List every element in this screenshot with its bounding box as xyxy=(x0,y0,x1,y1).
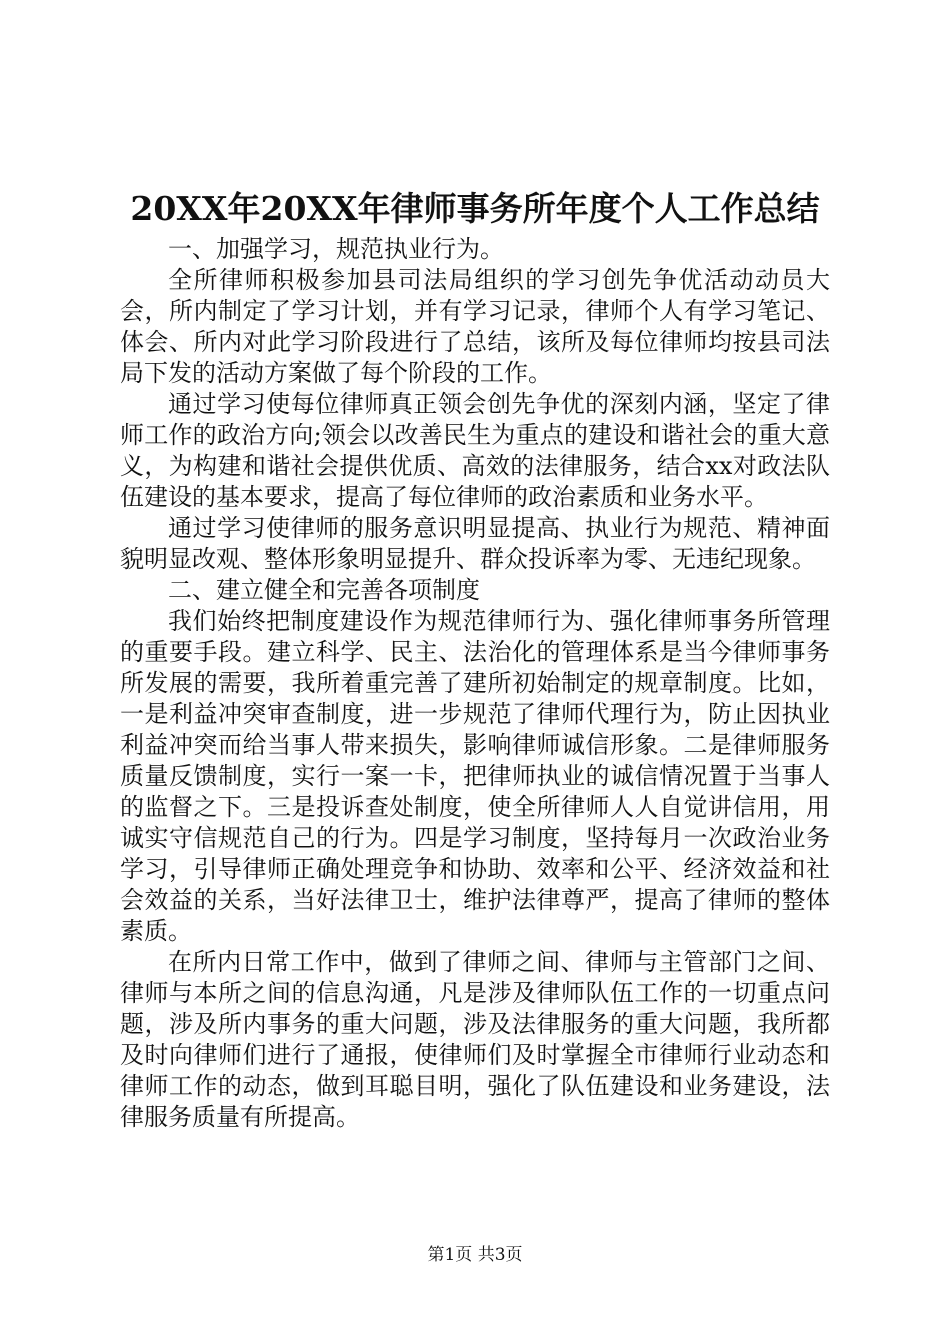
document-title: 20XX年20XX年律师事务所年度个人工作总结 xyxy=(130,189,820,228)
paragraph-2: 通过学习使每位律师真正领会创先争优的深刻内涵，坚定了律师工作的政治方向;领会以改善民生为重点的建设和谐社会的重大意义，为构建和谐社会提供优质、高效的法律服务，结合xx对政法队伍建设的基本要求，提高了每位律师的政治素质和业务水平。 xyxy=(120,390,830,511)
document-body xyxy=(120,234,830,1133)
paragraph-4: 我们始终把制度建设作为规范律师行为、强化律师事务所管理的重要手段。建立科学、民主、法治化的管理体系是当今律师事务所发展的需要，我所着重完善了建所初始制定的规章制度。比如，一是利益冲突审查制度，进一步规范了律师代理行为，防止因执业利益冲突而给当事人带来损失，影响律师诚信形象。二是律师服务质量反馈制度，实行一案一卡，把律师执业的诚信情况置于当事人的监督之下。三是投诉查处制度，使全所律师人人自觉讲信用，用诚实守信规范自己的行为。四是学习制度，坚持每月一次政治业务学习，引导律师正确处理竞争和协助、效率和公平、经济效益和社会效益的关系，当好法律卫士，维护法律尊严，提高了律师的整体素质。 xyxy=(120,607,830,945)
paragraph-3: 通过学习使律师的服务意识明显提高、执业行为规范、精神面貌明显改观、整体形象明显提升、群众投诉率为零、无违纪现象。 xyxy=(120,514,830,573)
section-heading-2: 二、建立健全和完善各项制度 xyxy=(168,576,480,604)
paragraph-1: 全所律师积极参加县司法局组织的学习创先争优活动动员大会，所内制定了学习计划，并有学习记录，律师个人有学习笔记、体会、所内对此学习阶段进行了总结，该所及每位律师均按县司法局下发的活动方案做了每个阶段的工作。 xyxy=(120,266,830,387)
page-footer: 第1页 共3页 xyxy=(427,1245,523,1265)
paragraph-5: 在所内日常工作中，做到了律师之间、律师与主管部门之间、律师与本所之间的信息沟通，凡是涉及律师队伍工作的一切重点问题，涉及所内事务的重大问题，涉及法律服务的重大问题，我所都及时向律师们进行了通报，使律师们及时掌握全市律师行业动态和律师工作的动态，做到耳聪目明，强化了队伍建设和业务建设，法律服务质量有所提高。 xyxy=(120,948,830,1131)
section-heading-1: 一、加强学习，规范执业行为。 xyxy=(168,235,504,263)
